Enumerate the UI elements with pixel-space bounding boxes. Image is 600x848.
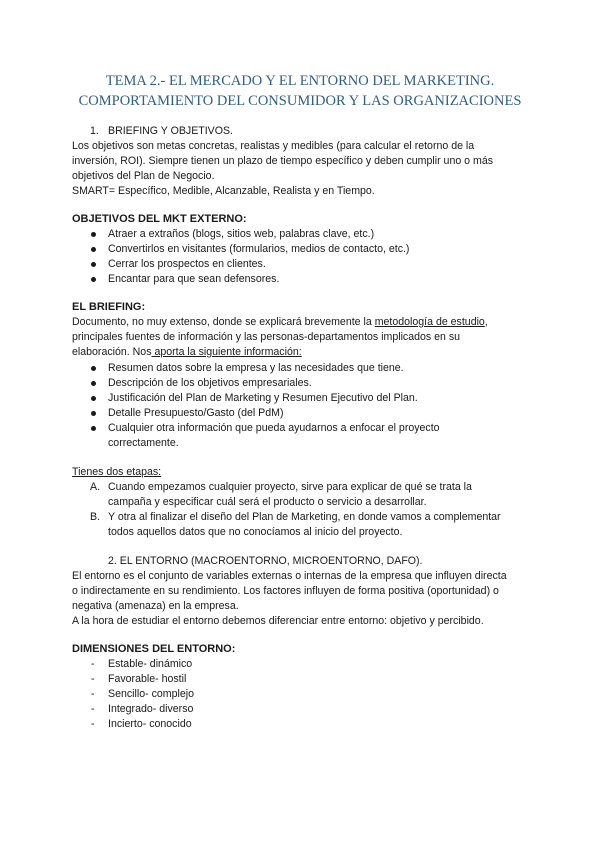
briefing-para-line-3 xyxy=(72,345,302,360)
objetivo-item: Encantar para que sean defensores. xyxy=(108,273,280,285)
section-1-para-line: inversión, ROI). Siempre tienen un plazo de tiempo específico y deben cumplir uno o más xyxy=(72,155,494,167)
bullet-icon xyxy=(91,366,96,371)
bullet-icon xyxy=(91,232,96,237)
etapa-b-line: Y otra al finalizar el diseño del Plan de Marketing, en donde vamos a complementar xyxy=(108,511,501,523)
briefing-item: Detalle Presupuesto/Gasto (del PdM) xyxy=(108,407,284,419)
objetivo-item: Convertirlos en visitantes (formularios, medios de contacto, etc.) xyxy=(108,243,410,255)
bullet-icon xyxy=(91,381,96,386)
section-2-para-line: o indirectamente en su rendimiento. Los factores influyen de forma positiva (oportunidad) o xyxy=(72,585,499,597)
dash-marker: - xyxy=(91,673,95,685)
aporta-underlined: aporta la siguiente información: xyxy=(151,346,302,358)
bullet-icon xyxy=(91,262,96,267)
etapa-a-line: campaña y especificar cuál será el producto o servicio a desarrollar. xyxy=(108,496,427,508)
etapa-a-line: Cuando empezamos cualquier proyecto, sirve para explicar de qué se trata la xyxy=(108,481,472,493)
briefing-heading: EL BRIEFING: xyxy=(72,301,146,313)
dimension-item: Incierto- conocido xyxy=(108,718,192,730)
bullet-icon xyxy=(91,396,96,401)
dimensiones-heading: DIMENSIONES DEL ENTORNO: xyxy=(72,643,236,655)
briefing-item: Justificación del Plan de Marketing y Resumen Ejecutivo del Plan. xyxy=(108,392,418,404)
section-1-para-line: Los objetivos son metas concretas, realistas y medibles (para calcular el retorno de la xyxy=(72,140,475,152)
briefing-text: elaboración. Nos xyxy=(72,346,152,358)
objetivo-item: Cerrar los prospectos en clientes. xyxy=(108,258,266,270)
document-title-line-2: COMPORTAMIENTO DEL CONSUMIDOR Y LAS ORGANIZACIONES xyxy=(78,93,522,109)
section-2-heading: 2. EL ENTORNO (MACROENTORNO, MICROENTORNO, DAFO). xyxy=(108,555,423,567)
bullet-icon xyxy=(91,411,96,416)
section-2-para-line: negativa (amenaza) en la empresa. xyxy=(72,600,239,612)
section-1-number: 1. xyxy=(90,125,99,137)
dash-marker: - xyxy=(91,658,95,670)
etapas-heading: Tienes dos etapas: xyxy=(72,466,162,478)
bullet-icon xyxy=(91,277,96,282)
section-2-para-line: El entorno es el conjunto de variables externas o internas de la empresa que influyen directa xyxy=(72,570,507,582)
dimension-item: Estable- dinámico xyxy=(108,658,193,670)
section-1-heading: BRIEFING Y OBJETIVOS. xyxy=(108,125,233,137)
briefing-para-line-1 xyxy=(72,315,488,330)
dimension-item: Integrado- diverso xyxy=(108,703,194,715)
etapa-b-label: B. xyxy=(90,511,101,523)
dash-marker: - xyxy=(91,688,95,700)
dash-marker: - xyxy=(91,718,95,730)
section-2-para-line: A la hora de estudiar el entorno debemos diferenciar entre entorno: objetivo y percibido. xyxy=(72,615,484,627)
document-title-line-1: TEMA 2.- EL MERCADO Y EL ENTORNO DEL MARKETING. xyxy=(105,73,495,89)
section-1-para-line: objetivos del Plan de Negocio. xyxy=(72,170,215,182)
briefing-item: Descripción de los objetivos empresariales. xyxy=(108,377,312,389)
bullet-icon xyxy=(91,426,96,431)
dimension-item: Favorable- hostil xyxy=(108,673,187,685)
bullet-icon xyxy=(91,247,96,252)
briefing-para-line-2: principales fuentes de información y las personas-departamentos implicados en su xyxy=(72,331,461,343)
briefing-text: Documento, no muy extenso, donde se explicará brevemente la xyxy=(72,316,375,328)
etapa-b-line: todos aquellos datos que no conocíamos al inicio del proyecto. xyxy=(108,526,403,538)
dimension-item: Sencillo- complejo xyxy=(108,688,194,700)
smart-definition: SMART= Específico, Medible, Alcanzable, Realista y en Tiempo. xyxy=(72,185,375,197)
objetivos-heading: OBJETIVOS DEL MKT EXTERNO: xyxy=(72,213,247,225)
briefing-text: , xyxy=(484,316,488,328)
briefing-item-continuation: correctamente. xyxy=(108,437,179,449)
briefing-item: Cualquier otra información que pueda ayudarnos a enfocar el proyecto xyxy=(108,422,440,434)
objetivo-item: Atraer a extraños (blogs, sitios web, palabras clave, etc.) xyxy=(108,228,375,240)
dash-marker: - xyxy=(91,703,95,715)
etapa-a-label: A. xyxy=(90,481,101,493)
metodologia-underlined: metodología de estudio xyxy=(374,316,485,328)
briefing-item: Resumen datos sobre la empresa y las necesidades que tiene. xyxy=(108,362,404,374)
